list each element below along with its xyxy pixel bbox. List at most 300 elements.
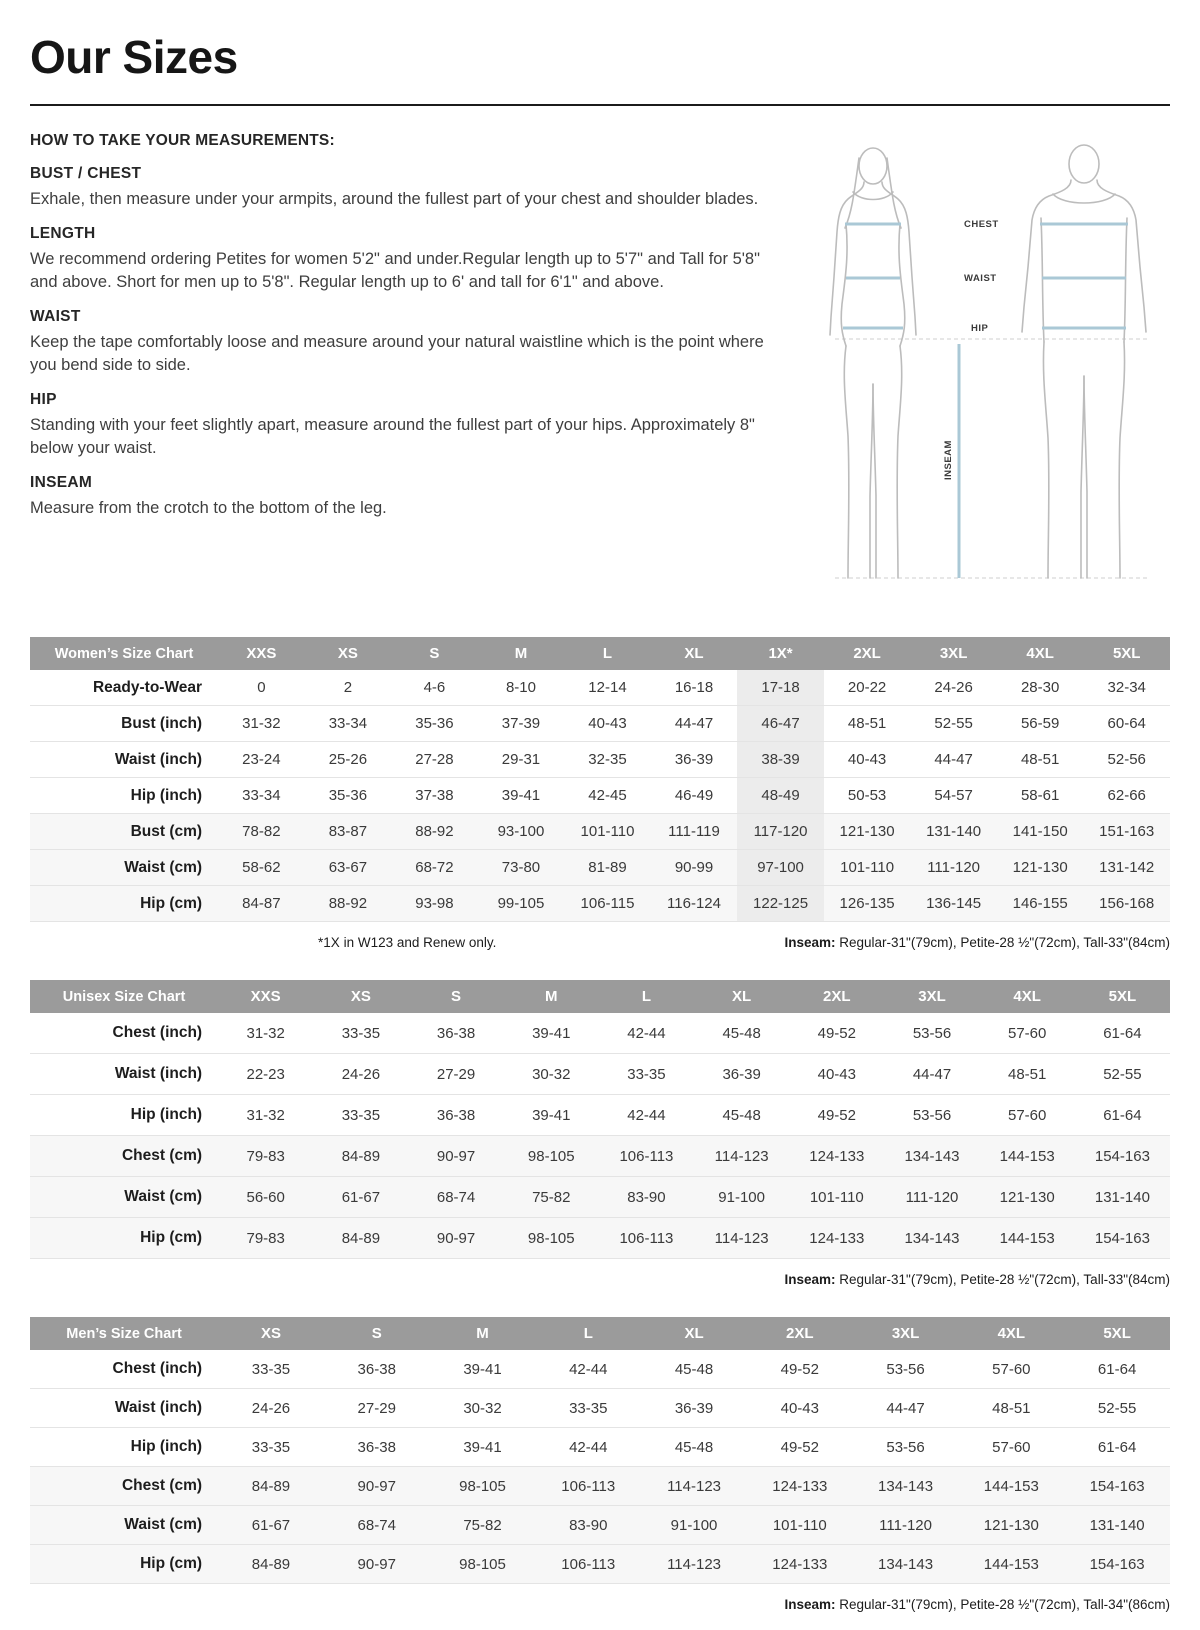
size-cell: 31-32 bbox=[246, 1106, 285, 1124]
size-cell: 60-64 bbox=[1107, 715, 1146, 732]
size-cell: 122-125 bbox=[737, 886, 824, 922]
instruction-text: Keep the tape comfortably loose and measure around your natural waistline which is the point where you bend side to side. bbox=[30, 333, 764, 374]
size-cell: 131-140 bbox=[1089, 1516, 1145, 1534]
size-cell: 144-153 bbox=[999, 1229, 1055, 1247]
size-cell: 49-52 bbox=[780, 1438, 819, 1456]
size-cell: 36-39 bbox=[674, 751, 714, 768]
size-cell: 124-133 bbox=[809, 1147, 865, 1165]
table-row bbox=[30, 1506, 1170, 1545]
size-cell: 154-163 bbox=[1094, 1147, 1150, 1165]
size-column-header: XS bbox=[305, 637, 392, 670]
size-cell: 25-26 bbox=[328, 751, 368, 768]
instruction-text: Measure from the crotch to the bottom of the leg. bbox=[30, 499, 387, 518]
size-column-header: 5XL bbox=[1075, 980, 1170, 1013]
row-label: Bust (inch) bbox=[121, 714, 203, 732]
inseam-note: Inseam: Regular-31"(79cm), Petite-28 ½"(72cm), Tall-33"(84cm) bbox=[784, 935, 1170, 950]
size-cell: 90-99 bbox=[674, 859, 714, 876]
size-cell: 52-55 bbox=[934, 715, 973, 732]
size-cell: 20-22 bbox=[847, 679, 887, 696]
women-table-title: Women’s Size Chart bbox=[30, 637, 218, 670]
table-row bbox=[30, 1177, 1170, 1218]
size-cell: 111-120 bbox=[905, 1188, 959, 1206]
size-cell: 88-92 bbox=[415, 823, 454, 840]
size-cell: 45-48 bbox=[674, 1360, 714, 1378]
size-cell: 81-89 bbox=[588, 859, 627, 876]
table-note: *1X in W123 and Renew only. bbox=[318, 935, 497, 950]
hip-diagram-label: HIP bbox=[971, 323, 989, 334]
men-size-table bbox=[30, 1317, 1170, 1584]
size-column-header: XXS bbox=[218, 980, 313, 1013]
size-column-header: M bbox=[478, 637, 565, 670]
size-cell: 144-153 bbox=[999, 1147, 1055, 1165]
table-row bbox=[30, 1467, 1170, 1506]
size-column-header: XL bbox=[641, 1317, 747, 1350]
diagram-labels bbox=[943, 219, 999, 480]
size-cell: 131-140 bbox=[1094, 1188, 1150, 1206]
size-cell: 98-105 bbox=[459, 1555, 506, 1573]
instructions-heading: HOW TO TAKE YOUR MEASUREMENTS: bbox=[30, 132, 335, 149]
size-cell: 101-110 bbox=[840, 859, 895, 876]
size-cell: 106-113 bbox=[619, 1229, 674, 1247]
size-cell: 29-31 bbox=[501, 751, 541, 768]
men-table-title: Men’s Size Chart bbox=[30, 1317, 218, 1350]
size-cell: 48-51 bbox=[1008, 1065, 1047, 1083]
size-cell: 38-39 bbox=[737, 742, 824, 778]
size-cell: 106-115 bbox=[580, 895, 635, 912]
row-label: Hip (cm) bbox=[140, 1555, 203, 1572]
men-footnotes bbox=[30, 1597, 1170, 1612]
size-cell: 16-18 bbox=[674, 679, 714, 696]
women-footnotes bbox=[30, 935, 1170, 950]
size-column-header: 4XL bbox=[997, 637, 1084, 670]
size-cell: 24-26 bbox=[251, 1399, 291, 1417]
size-cell: 131-142 bbox=[1099, 859, 1155, 876]
row-label: Hip (cm) bbox=[140, 1229, 203, 1246]
size-cell: 36-38 bbox=[436, 1024, 476, 1042]
size-cell: 134-143 bbox=[878, 1477, 934, 1495]
size-cell: 106-113 bbox=[619, 1147, 674, 1165]
size-cell: 68-72 bbox=[415, 859, 454, 876]
table-row bbox=[30, 1054, 1170, 1095]
size-cell: 91-100 bbox=[670, 1516, 718, 1534]
chest-diagram-label: CHEST bbox=[964, 219, 999, 230]
size-cell: 61-67 bbox=[341, 1188, 381, 1206]
size-column-header: S bbox=[324, 1317, 430, 1350]
table-row bbox=[30, 814, 1170, 850]
instruction-text: We recommend ordering Petites for women 5'2" and under.Regular length up to 5'7" and Tall for 5'8" and above. Short for men up to 5'8". Regular length up to 6' and tall for 6'1" and above. bbox=[30, 250, 760, 291]
row-label: Waist (inch) bbox=[114, 1399, 203, 1416]
waist-diagram-label: WAIST bbox=[964, 273, 997, 284]
size-cell: 37-39 bbox=[501, 715, 541, 732]
size-cell: 8-10 bbox=[505, 679, 536, 696]
size-cell: 61-64 bbox=[1097, 1360, 1137, 1378]
size-cell: 48-51 bbox=[847, 715, 887, 732]
size-cell: 75-82 bbox=[463, 1516, 502, 1534]
inseam-note-label: Inseam: bbox=[784, 935, 836, 950]
size-cell: 84-87 bbox=[242, 895, 281, 912]
size-cell: 93-100 bbox=[497, 823, 545, 840]
row-label: Bust (cm) bbox=[130, 822, 203, 840]
size-cell: 61-64 bbox=[1103, 1024, 1142, 1042]
size-column-header: 2XL bbox=[824, 637, 911, 670]
size-cell: 83-87 bbox=[328, 823, 368, 840]
size-cell: 63-67 bbox=[328, 859, 368, 876]
size-cell: 154-163 bbox=[1094, 1229, 1150, 1247]
inseam-note: Inseam: Regular-31"(79cm), Petite-28 ½"(72cm), Tall-33"(84cm) bbox=[784, 1272, 1170, 1287]
size-cell: 52-55 bbox=[1097, 1399, 1137, 1417]
instruction-bust-chest bbox=[30, 165, 778, 210]
size-column-header: S bbox=[408, 980, 503, 1013]
table-row bbox=[30, 1136, 1170, 1177]
size-cell: 39-41 bbox=[532, 1024, 571, 1042]
header-row bbox=[30, 1317, 1170, 1350]
size-cell: 151-163 bbox=[1099, 823, 1155, 840]
size-cell: 141-150 bbox=[1012, 823, 1068, 840]
size-column-header: S bbox=[391, 637, 478, 670]
size-cell: 84-89 bbox=[251, 1477, 291, 1495]
size-cell: 30-32 bbox=[463, 1399, 502, 1417]
size-column-header: 1X* bbox=[737, 637, 824, 670]
men-size-chart-section bbox=[30, 1317, 1170, 1612]
size-cell: 154-163 bbox=[1089, 1477, 1145, 1495]
size-cell: 90-97 bbox=[357, 1477, 396, 1495]
women-size-table bbox=[30, 637, 1170, 922]
table-row bbox=[30, 850, 1170, 886]
size-cell: 44-47 bbox=[674, 715, 714, 732]
table-row bbox=[30, 1095, 1170, 1136]
size-cell: 27-29 bbox=[436, 1065, 476, 1083]
size-cell: 101-110 bbox=[809, 1188, 864, 1206]
female-figure-outline bbox=[830, 148, 916, 578]
size-cell: 98-105 bbox=[527, 1147, 575, 1165]
table-row bbox=[30, 1350, 1170, 1389]
figure-diagram-box bbox=[792, 118, 1170, 607]
inseam-note: Inseam: Regular-31"(79cm), Petite-28 ½"(72cm), Tall-34"(86cm) bbox=[784, 1597, 1170, 1612]
unisex-table-title: Unisex Size Chart bbox=[30, 980, 218, 1013]
size-cell: 56-59 bbox=[1020, 715, 1060, 732]
size-cell: 146-155 bbox=[1012, 895, 1068, 912]
row-label: Chest (cm) bbox=[121, 1147, 203, 1164]
size-cell: 56-60 bbox=[246, 1188, 285, 1206]
size-cell: 33-35 bbox=[251, 1438, 291, 1456]
size-cell: 36-39 bbox=[674, 1399, 714, 1417]
size-column-header: XXS bbox=[218, 637, 305, 670]
size-cell: 46-49 bbox=[674, 787, 714, 804]
size-cell: 98-105 bbox=[459, 1477, 506, 1495]
size-cell: 17-18 bbox=[737, 670, 824, 706]
size-cell: 39-41 bbox=[501, 787, 541, 804]
size-cell: 2 bbox=[343, 679, 353, 696]
size-cell: 68-74 bbox=[357, 1516, 396, 1534]
size-cell: 83-90 bbox=[569, 1516, 608, 1534]
size-cell: 31-32 bbox=[242, 715, 281, 732]
size-cell: 75-82 bbox=[532, 1188, 571, 1206]
size-cell: 98-105 bbox=[527, 1229, 575, 1247]
size-cell: 36-38 bbox=[357, 1438, 396, 1456]
instruction-text: Standing with your feet slightly apart, measure around the fullest part of your hips. Approximately 8" below your waist. bbox=[30, 416, 755, 457]
size-cell: 33-34 bbox=[328, 715, 368, 732]
size-cell: 46-47 bbox=[737, 706, 824, 742]
measurement-instructions bbox=[30, 118, 778, 607]
size-cell: 48-51 bbox=[1020, 751, 1060, 768]
row-label: Waist (cm) bbox=[124, 858, 203, 876]
table-row bbox=[30, 1389, 1170, 1428]
size-cell: 84-89 bbox=[341, 1147, 381, 1165]
size-cell: 12-14 bbox=[588, 679, 627, 696]
size-cell: 111-120 bbox=[927, 859, 981, 876]
size-column-header: M bbox=[430, 1317, 536, 1350]
size-cell: 52-56 bbox=[1107, 751, 1146, 768]
unisex-size-chart-section bbox=[30, 980, 1170, 1287]
size-column-header: 2XL bbox=[747, 1317, 853, 1350]
instruction-label: LENGTH bbox=[30, 225, 96, 243]
row-label: Waist (inch) bbox=[114, 1065, 203, 1082]
size-cell: 53-56 bbox=[886, 1438, 925, 1456]
table-row bbox=[30, 1218, 1170, 1259]
size-cell: 45-48 bbox=[674, 1438, 714, 1456]
size-column-header: XL bbox=[651, 637, 738, 670]
size-cell: 68-74 bbox=[436, 1188, 476, 1206]
size-column-header: 2XL bbox=[789, 980, 884, 1013]
row-label: Hip (inch) bbox=[130, 786, 203, 804]
size-cell: 33-35 bbox=[251, 1360, 291, 1378]
size-cell: 24-26 bbox=[341, 1065, 381, 1083]
size-cell: 53-56 bbox=[886, 1360, 925, 1378]
size-cell: 134-143 bbox=[904, 1147, 960, 1165]
row-label: Chest (inch) bbox=[112, 1360, 203, 1377]
size-cell: 54-57 bbox=[934, 787, 973, 804]
size-cell: 52-55 bbox=[1103, 1065, 1142, 1083]
size-column-header: M bbox=[504, 980, 599, 1013]
size-cell: 39-41 bbox=[463, 1360, 502, 1378]
size-cell: 101-110 bbox=[580, 823, 635, 840]
size-cell: 24-26 bbox=[934, 679, 973, 696]
size-cell: 22-23 bbox=[246, 1065, 285, 1083]
size-cell: 33-34 bbox=[242, 787, 281, 804]
size-cell: 144-153 bbox=[983, 1477, 1039, 1495]
size-cell: 33-35 bbox=[569, 1399, 608, 1417]
title-divider bbox=[30, 104, 1170, 106]
size-cell: 42-44 bbox=[627, 1024, 666, 1042]
size-cell: 121-130 bbox=[839, 823, 895, 840]
size-cell: 84-89 bbox=[341, 1229, 381, 1247]
unisex-footnotes bbox=[30, 1272, 1170, 1287]
table-row bbox=[30, 1428, 1170, 1467]
header-row bbox=[30, 637, 1170, 670]
size-cell: 61-64 bbox=[1103, 1106, 1142, 1124]
size-cell: 40-43 bbox=[817, 1065, 856, 1083]
size-cell: 27-28 bbox=[415, 751, 454, 768]
size-column-header: 3XL bbox=[884, 980, 979, 1013]
size-cell: 144-153 bbox=[983, 1555, 1039, 1573]
table-row bbox=[30, 1545, 1170, 1584]
size-cell: 39-41 bbox=[532, 1106, 571, 1124]
size-cell: 4-6 bbox=[423, 679, 446, 696]
size-cell: 40-43 bbox=[588, 715, 627, 732]
unisex-size-table bbox=[30, 980, 1170, 1259]
size-cell: 99-105 bbox=[497, 895, 545, 912]
size-cell: 90-97 bbox=[436, 1147, 476, 1165]
size-cell: 49-52 bbox=[780, 1360, 819, 1378]
size-cell: 42-45 bbox=[588, 787, 627, 804]
size-cell: 134-143 bbox=[878, 1555, 934, 1573]
table-row bbox=[30, 778, 1170, 814]
size-cell: 31-32 bbox=[246, 1024, 285, 1042]
size-cell: 45-48 bbox=[722, 1024, 761, 1042]
size-cell: 121-130 bbox=[983, 1516, 1039, 1534]
table-row bbox=[30, 670, 1170, 706]
size-cell: 126-135 bbox=[839, 895, 895, 912]
inseam-note-label: Inseam: bbox=[784, 1272, 836, 1287]
table-row bbox=[30, 706, 1170, 742]
size-cell: 39-41 bbox=[463, 1438, 502, 1456]
size-cell: 42-44 bbox=[569, 1360, 608, 1378]
size-cell: 50-53 bbox=[847, 787, 887, 804]
table-row bbox=[30, 1013, 1170, 1054]
size-cell: 156-168 bbox=[1099, 895, 1155, 912]
size-column-header: L bbox=[599, 980, 694, 1013]
size-cell: 58-61 bbox=[1020, 787, 1060, 804]
size-cell: 116-124 bbox=[667, 895, 721, 912]
size-cell: 79-83 bbox=[246, 1229, 285, 1247]
size-cell: 111-119 bbox=[668, 823, 720, 840]
size-cell: 106-113 bbox=[561, 1555, 616, 1573]
size-cell: 117-120 bbox=[737, 814, 824, 850]
size-cell: 78-82 bbox=[242, 823, 281, 840]
size-cell: 49-52 bbox=[817, 1106, 856, 1124]
size-cell: 90-97 bbox=[436, 1229, 476, 1247]
size-cell: 134-143 bbox=[904, 1229, 960, 1247]
size-cell: 79-83 bbox=[246, 1147, 285, 1165]
size-column-header: XS bbox=[313, 980, 408, 1013]
size-cell: 57-60 bbox=[992, 1360, 1031, 1378]
size-cell: 124-133 bbox=[772, 1555, 828, 1573]
inseam-diagram-label: INSEAM bbox=[943, 440, 954, 480]
size-column-header: 5XL bbox=[1064, 1317, 1170, 1350]
instruction-text: Exhale, then measure under your armpits, around the fullest part of your chest and shoulder blades. bbox=[30, 190, 759, 208]
size-cell: 154-163 bbox=[1089, 1555, 1145, 1573]
size-cell: 37-38 bbox=[415, 787, 454, 804]
size-cell: 48-51 bbox=[992, 1399, 1031, 1417]
size-cell: 42-44 bbox=[627, 1106, 666, 1124]
size-cell: 114-123 bbox=[667, 1555, 721, 1573]
tables-root bbox=[30, 637, 1170, 1612]
size-cell: 93-98 bbox=[415, 895, 454, 912]
size-column-header: L bbox=[535, 1317, 641, 1350]
size-cell: 40-43 bbox=[847, 751, 887, 768]
row-label: Hip (cm) bbox=[140, 894, 203, 912]
instruction-label: INSEAM bbox=[30, 474, 93, 492]
instruction-label: HIP bbox=[30, 391, 57, 409]
size-cell: 49-52 bbox=[817, 1024, 856, 1042]
table-row bbox=[30, 886, 1170, 922]
size-cell: 124-133 bbox=[809, 1229, 865, 1247]
size-cell: 28-30 bbox=[1020, 679, 1060, 696]
page-title: Our Sizes bbox=[30, 31, 238, 83]
size-cell: 0 bbox=[257, 679, 266, 696]
size-cell: 73-80 bbox=[501, 859, 541, 876]
row-label: Waist (cm) bbox=[124, 1188, 203, 1205]
size-column-header: 5XL bbox=[1083, 637, 1170, 670]
size-cell: 106-113 bbox=[561, 1477, 616, 1495]
size-cell: 36-39 bbox=[722, 1065, 761, 1083]
size-cell: 62-66 bbox=[1107, 787, 1146, 804]
size-cell: 114-123 bbox=[714, 1229, 769, 1247]
size-cell: 114-123 bbox=[714, 1147, 769, 1165]
instruction-label: WAIST bbox=[30, 308, 81, 326]
instruction-label: BUST / CHEST bbox=[30, 165, 142, 182]
male-figure-outline bbox=[1022, 145, 1146, 578]
size-cell: 44-47 bbox=[934, 751, 973, 768]
size-column-header: XS bbox=[218, 1317, 324, 1350]
size-cell: 44-47 bbox=[886, 1399, 925, 1417]
size-column-header: XL bbox=[694, 980, 789, 1013]
size-cell: 32-35 bbox=[588, 751, 627, 768]
size-cell: 91-100 bbox=[718, 1188, 765, 1206]
intro-section bbox=[30, 118, 1170, 607]
size-cell: 61-67 bbox=[251, 1516, 291, 1534]
size-cell: 33-35 bbox=[627, 1065, 666, 1083]
size-cell: 53-56 bbox=[912, 1106, 952, 1124]
size-cell: 33-35 bbox=[341, 1106, 381, 1124]
size-cell: 32-34 bbox=[1107, 679, 1146, 696]
size-cell: 57-60 bbox=[992, 1438, 1031, 1456]
size-cell: 124-133 bbox=[772, 1477, 828, 1495]
size-cell: 101-110 bbox=[772, 1516, 827, 1534]
instruction-length bbox=[30, 225, 778, 293]
size-cell: 35-36 bbox=[328, 787, 368, 804]
dashed-guides bbox=[835, 339, 1149, 578]
size-column-header: 4XL bbox=[980, 980, 1075, 1013]
measurement-figures-diagram bbox=[792, 132, 1170, 602]
size-column-header: 3XL bbox=[910, 637, 997, 670]
size-cell: 35-36 bbox=[415, 715, 454, 732]
row-label: Waist (cm) bbox=[124, 1516, 203, 1533]
size-cell: 61-64 bbox=[1097, 1438, 1137, 1456]
size-cell: 57-60 bbox=[1008, 1024, 1047, 1042]
size-cell: 114-123 bbox=[667, 1477, 721, 1495]
size-cell: 121-130 bbox=[1012, 859, 1068, 876]
size-cell: 48-49 bbox=[737, 778, 824, 814]
size-cell: 136-145 bbox=[926, 895, 982, 912]
size-cell: 97-100 bbox=[737, 850, 824, 886]
instruction-waist bbox=[30, 308, 778, 376]
instruction-hip bbox=[30, 391, 778, 459]
size-cell: 111-120 bbox=[879, 1516, 932, 1534]
size-cell: 42-44 bbox=[569, 1438, 608, 1456]
row-label: Chest (inch) bbox=[112, 1024, 203, 1041]
row-label: Hip (inch) bbox=[130, 1438, 203, 1455]
size-cell: 40-43 bbox=[780, 1399, 819, 1417]
size-cell: 121-130 bbox=[999, 1188, 1055, 1206]
size-cell: 131-140 bbox=[926, 823, 982, 840]
size-cell: 58-62 bbox=[242, 859, 281, 876]
size-cell: 45-48 bbox=[722, 1106, 761, 1124]
table-row bbox=[30, 742, 1170, 778]
size-cell: 83-90 bbox=[627, 1188, 666, 1206]
row-label: Chest (cm) bbox=[121, 1477, 203, 1494]
size-column-header: 4XL bbox=[958, 1317, 1064, 1350]
size-column-header: 3XL bbox=[853, 1317, 959, 1350]
size-cell: 33-35 bbox=[341, 1024, 381, 1042]
size-cell: 84-89 bbox=[251, 1555, 291, 1573]
row-label: Ready-to-Wear bbox=[92, 678, 203, 696]
women-size-chart-section bbox=[30, 637, 1170, 950]
header-row bbox=[30, 980, 1170, 1013]
size-cell: 53-56 bbox=[912, 1024, 952, 1042]
row-label: Hip (inch) bbox=[130, 1106, 203, 1123]
size-cell: 36-38 bbox=[357, 1360, 396, 1378]
